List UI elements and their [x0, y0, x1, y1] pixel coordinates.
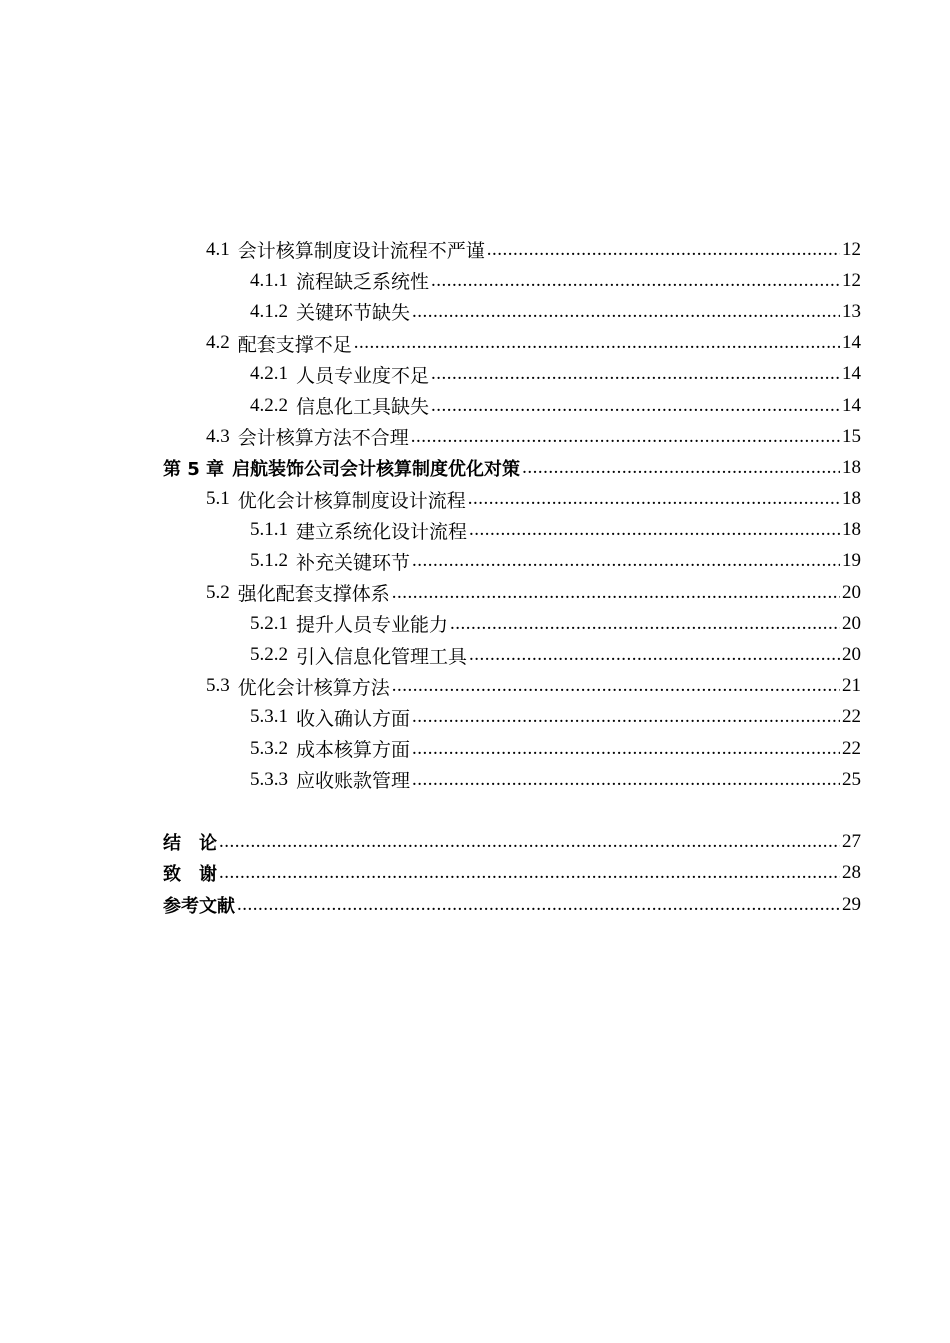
- toc-entry-page: 18: [842, 456, 861, 478]
- dot-leader: [468, 488, 840, 510]
- toc-entry-number: 5.2.1: [250, 612, 288, 634]
- toc-entry-number: 4.2.1: [250, 363, 288, 385]
- toc-entry[interactable]: [0, 234, 950, 265]
- toc-entry-page: 12: [842, 269, 861, 291]
- toc-entry[interactable]: [0, 702, 950, 733]
- dot-leader: [354, 332, 840, 354]
- dot-leader: [219, 862, 840, 884]
- toc-entry-page: 22: [842, 737, 861, 759]
- toc-entry[interactable]: [0, 889, 950, 920]
- toc-entry-page: 20: [842, 581, 861, 603]
- toc-entry-number: 4.1: [206, 238, 230, 260]
- toc-entry-number: 4.1.2: [250, 300, 288, 322]
- toc-entry-number: 5.3.1: [250, 706, 288, 728]
- toc-entry-number: 4.2.2: [250, 394, 288, 416]
- toc-entry[interactable]: [0, 265, 950, 296]
- toc-entry-number: 5.3.2: [250, 737, 288, 759]
- toc-entry-title: 补充关键环节: [296, 552, 411, 574]
- toc-entry[interactable]: [0, 515, 950, 546]
- toc-entry[interactable]: [0, 733, 950, 764]
- dot-leader: [522, 457, 840, 479]
- dot-leader: [412, 550, 840, 572]
- toc-entry[interactable]: [0, 296, 950, 327]
- dot-leader: [469, 519, 840, 541]
- toc-entry-page: 22: [842, 706, 861, 728]
- toc-entry-title: 关键环节缺失: [296, 303, 411, 325]
- toc-entry-number: 5.3.3: [250, 768, 288, 790]
- toc-entry-page: 14: [842, 363, 861, 385]
- toc-entry-page: 14: [842, 394, 861, 416]
- toc-entry-number: 5.2: [206, 581, 230, 603]
- toc-entry-page: 18: [842, 519, 861, 541]
- toc-entry[interactable]: [0, 484, 950, 515]
- toc-entry-page: 29: [842, 893, 861, 915]
- dot-leader: [412, 706, 840, 728]
- toc-entry-number: 5.2.2: [250, 644, 288, 666]
- toc-entry-number: 4.2: [206, 332, 230, 354]
- toc-entry-title: 收入确认方面: [296, 708, 411, 730]
- dot-leader: [412, 769, 840, 791]
- toc-entry[interactable]: [0, 608, 950, 639]
- toc-entry-number: 4.1.1: [250, 269, 288, 291]
- toc-entry-title: 启航装饰公司会计核算制度优化对策: [232, 458, 521, 480]
- toc-entry[interactable]: [0, 328, 950, 359]
- dot-leader: [450, 613, 840, 635]
- toc-entry[interactable]: [0, 639, 950, 670]
- toc-entry-title: 结 论: [163, 833, 217, 855]
- dot-leader: [219, 831, 840, 853]
- toc-entry[interactable]: [0, 577, 950, 608]
- toc-entry-page: 21: [842, 675, 861, 697]
- toc-entry-title: 提升人员专业能力: [296, 615, 449, 637]
- dot-leader: [412, 301, 840, 323]
- toc-entry-page: 20: [842, 612, 861, 634]
- toc-entry-page: 28: [842, 862, 861, 884]
- toc-entry-title: 会计核算制度设计流程不严谨: [237, 241, 485, 263]
- dot-leader: [411, 426, 840, 448]
- toc-entry-title: 优化会计核算制度设计流程: [237, 490, 466, 512]
- toc-entry-number: 第 5 章: [163, 458, 225, 480]
- toc-entry-title: 成本核算方面: [296, 740, 411, 762]
- dot-leader: [487, 239, 840, 261]
- toc-entry-page: 13: [842, 300, 861, 322]
- toc-entry-number: 5.3: [206, 675, 230, 697]
- toc-entry-title: 优化会计核算方法: [237, 677, 390, 699]
- dot-leader: [469, 644, 840, 666]
- toc-entry-title: 建立系统化设计流程: [296, 521, 468, 543]
- toc-entry-title: 会计核算方法不合理: [237, 428, 409, 450]
- toc-entry-page: 20: [842, 644, 861, 666]
- toc-entry-title: 强化配套支撑体系: [237, 584, 390, 606]
- toc-entry[interactable]: [0, 359, 950, 390]
- toc-entry-page: 19: [842, 550, 861, 572]
- table-of-contents: [0, 234, 950, 920]
- toc-entry-title: 配套支撑不足: [237, 334, 352, 356]
- toc-entry-page: 27: [842, 831, 861, 853]
- dot-leader: [431, 395, 840, 417]
- toc-entry[interactable]: [0, 764, 950, 795]
- toc-entry-number: 5.1.2: [250, 550, 288, 572]
- toc-entry-title: 致 谢: [163, 864, 217, 886]
- toc-entry-title: 参考文献: [163, 895, 235, 917]
- toc-entry-number: 5.1: [206, 488, 230, 510]
- dot-leader: [392, 582, 840, 604]
- toc-entry-title: 流程缺乏系统性: [296, 272, 430, 294]
- toc-entry[interactable]: [0, 858, 950, 889]
- toc-entry-page: 15: [842, 425, 861, 447]
- toc-entry-page: 12: [842, 238, 861, 260]
- toc-entry-number: 5.1.1: [250, 519, 288, 541]
- toc-entry[interactable]: [0, 452, 950, 483]
- toc-entry-title: 人员专业度不足: [296, 365, 430, 387]
- spacer: [0, 795, 950, 826]
- toc-entry-title: 信息化工具缺失: [296, 397, 430, 419]
- toc-entry-title: 应收账款管理: [296, 771, 411, 793]
- dot-leader: [392, 675, 840, 697]
- toc-entry[interactable]: [0, 671, 950, 702]
- toc-entry[interactable]: [0, 827, 950, 858]
- toc-entry[interactable]: [0, 546, 950, 577]
- toc-entry-page: 18: [842, 488, 861, 510]
- toc-entry-title: 引入信息化管理工具: [296, 646, 468, 668]
- dot-leader: [237, 894, 840, 916]
- dot-leader: [431, 363, 840, 385]
- toc-entry-number: 4.3: [206, 425, 230, 447]
- toc-entry[interactable]: [0, 421, 950, 452]
- dot-leader: [412, 738, 840, 760]
- toc-entry-page: 14: [842, 332, 861, 354]
- dot-leader: [431, 270, 840, 292]
- toc-entry[interactable]: [0, 390, 950, 421]
- toc-entry-page: 25: [842, 768, 861, 790]
